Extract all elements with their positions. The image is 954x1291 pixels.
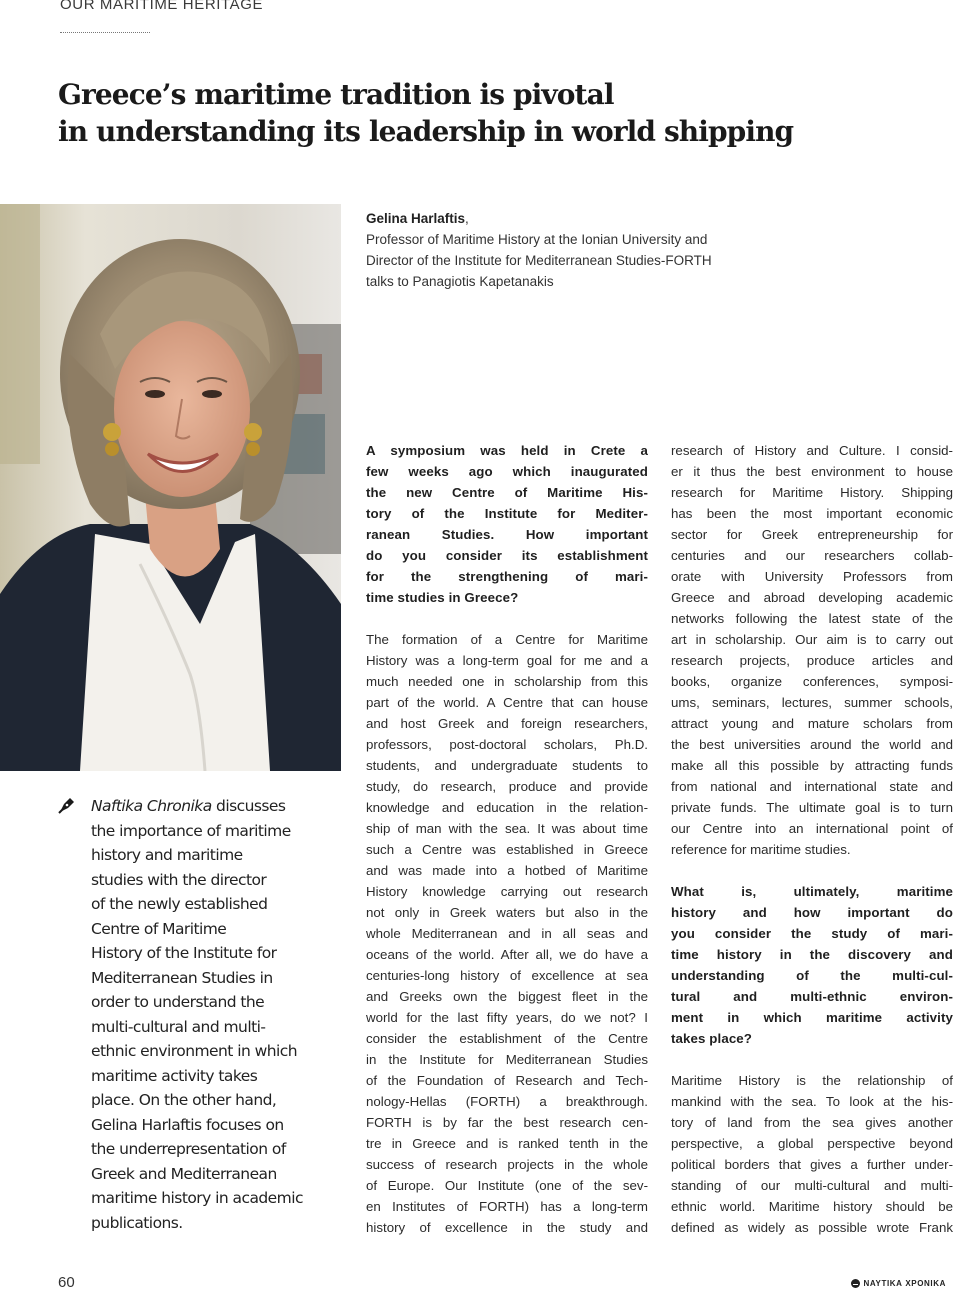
intro-line: of the newly established [91, 895, 268, 913]
answer-line: History knowledge carrying out research [366, 884, 648, 899]
answer-line: research projects, produce articles and [671, 653, 953, 668]
question-line: tural and multi-ethnic environ- [671, 989, 953, 1004]
intro-line: the importance of maritime [91, 821, 291, 840]
brand-name: ΝΑΥΤΙΚΑ ΧΡΟΝΙΚΑ [863, 1279, 946, 1288]
answer-line: orate with University Professors from [671, 569, 953, 584]
intro-lines [91, 819, 341, 1236]
answer-line: make all this possible by attracting funds [671, 758, 953, 773]
answer-line: of the Foundation of Research and Tech- [366, 1073, 648, 1088]
headline-line-1: Greece’s maritime tradition is pivotal [58, 78, 614, 111]
answer-line: Greece and abroad developing academic [671, 590, 953, 605]
answer-line: in the Institute for Mediterranean Studies [366, 1052, 648, 1067]
answer-line: nology-Hellas (FORTH) a breakthrough. [366, 1094, 648, 1109]
intro-line: Mediterranean Studies in [91, 968, 273, 987]
answer-line: Maritime History is the relationship of [671, 1073, 953, 1088]
section-divider [60, 32, 150, 33]
answer-line: art in scholarship. Our aim is to carry out [671, 632, 953, 647]
article-column-1 [366, 440, 648, 1238]
answer-line: sector for Greek entrepreneurship for [671, 527, 953, 542]
answer-line: not only in Greek waters but also in the [366, 905, 648, 920]
question-line: ranean Studies. How important [366, 527, 648, 542]
byline-title-line-2: Director of the Institute for Mediterranean Studies-FORTH [366, 253, 712, 268]
answer-line: from national and international state and [671, 779, 953, 794]
answer-line: success of research projects in the whole [366, 1157, 648, 1172]
answer-line: perspective, a global perspective beyond [671, 1136, 953, 1151]
answer-line: students, and undergraduate students to [366, 758, 648, 773]
question-line: for the strengthening of mari- [366, 569, 648, 584]
question-line: What is, ultimately, maritime [671, 884, 953, 899]
footer-brand [851, 1279, 947, 1288]
answer-1 [366, 629, 648, 1238]
intro-line: maritime activity takes [91, 1066, 258, 1085]
intro-line: order to understand the [91, 993, 265, 1011]
answer-line: private funds. The ultimate goal is to turn [671, 800, 953, 815]
answer-line: tory of land from the sea gives another [671, 1115, 953, 1130]
answer-line: The formation of a Centre for Maritime [366, 632, 648, 647]
question-line: do you consider its establishment [366, 548, 648, 563]
answer-line: consider the establishment of the Centre [366, 1031, 648, 1046]
answer-line: en Institutes of FORTH) has a long-term [366, 1199, 648, 1214]
answer-line: tre in Greece and is ranked tenth in the [366, 1136, 648, 1151]
question-line: you consider the study of mari- [671, 926, 953, 941]
interviewee-name: Gelina Harlaftis [366, 211, 466, 226]
answer-line: ethnic world. Maritime history should be [671, 1199, 953, 1214]
answer-line: part of the world. A Centre that can house [366, 695, 648, 710]
answer-line: reference for maritime studies. [671, 842, 851, 857]
answer-line: such a Centre was established in Greece [366, 842, 648, 857]
question-line: understanding of the multi-cul- [671, 968, 953, 983]
question-line: time history in the discovery and [671, 947, 953, 962]
answer-line: centuries-long history of excellence at sea [366, 968, 648, 983]
intro-line: history and maritime [91, 846, 243, 864]
answer-line: has been the most important economic [671, 506, 953, 521]
question-line: ment in which maritime activity [671, 1010, 953, 1025]
magazine-name: Naftika Chronika [91, 797, 212, 815]
answer-line: standing of our multi-cultural and multi- [671, 1178, 953, 1193]
answer-line: knowledge and education in the relation- [366, 800, 648, 815]
answer-line: defined as widely as possible wrote Frank [671, 1220, 953, 1235]
answer-line: FORTH is by far the best research cen- [366, 1115, 648, 1130]
answer-line: and was made into a hotbed of Maritime [366, 863, 648, 878]
answer-line: centuries and our researchers collab- [671, 548, 953, 563]
pen-nib-icon [56, 794, 78, 816]
byline-comma: , [465, 211, 469, 226]
answer-line: world for the last fifty years, do we not? I [366, 1010, 648, 1025]
answer-line: ship of man with the sea. It was about time [366, 821, 648, 836]
page-number: 60 [58, 1274, 75, 1291]
intro-line: multi-cultural and multi- [91, 1017, 266, 1036]
answer-1-continued [671, 440, 953, 860]
intro-text [91, 794, 341, 1235]
answer-line: research for Maritime History. Shipping [671, 485, 953, 500]
byline-name-line [366, 208, 806, 229]
question-line: the new Centre of Maritime His- [366, 485, 648, 500]
question-line: tory of the Institute for Mediter- [366, 506, 648, 521]
question-line: A symposium was held in Crete a [366, 443, 648, 458]
answer-line: whole Mediterranean and in all seas and [366, 926, 648, 941]
question-line: time studies in Greece? [366, 590, 519, 605]
question-line: history and how important do [671, 905, 953, 920]
answer-2 [671, 1070, 953, 1238]
intro-line: place. On the other hand, [91, 1091, 277, 1109]
intro-line: ethnic environment in which [91, 1042, 298, 1060]
byline-title-line-1: Professor of Maritime History at the Ionian University and [366, 232, 708, 247]
intro-line: Greek and Mediterranean [91, 1164, 277, 1183]
answer-line: mankind with the sea. To look at the his- [671, 1094, 953, 1109]
section-label: OUR MARITIME HERITAGE [60, 0, 264, 13]
portrait-photo [0, 204, 341, 771]
answer-line: of Europe. Our Institute (one of the sev- [366, 1178, 648, 1193]
answer-line: much needed one in scholarship from this [366, 674, 648, 689]
answer-line: attract young and mature scholars from [671, 716, 953, 731]
answer-line: our Centre into an international point of [671, 821, 953, 836]
answer-line: research of History and Culture. I consid- [671, 443, 953, 458]
answer-line: and host Greek and foreign researchers, [366, 716, 648, 731]
answer-line: oceans of the world. After all, we do have a [366, 947, 648, 962]
question-2 [671, 881, 953, 1049]
intro-first-rest: discusses [211, 797, 286, 815]
answer-line: er it thus the best environment to house [671, 464, 953, 479]
headline-line-2: in understanding its leadership in world shipping [58, 115, 794, 148]
intro-line: maritime history in academic [91, 1189, 303, 1207]
question-1 [366, 440, 648, 608]
answer-line: study, do research, produce and provide [366, 779, 648, 794]
intro-line: Gelina Harlaftis focuses on [91, 1115, 284, 1134]
answer-line: ums, seminars, lectures, summer schools, [671, 695, 953, 710]
answer-line: political borders that gives a further under- [671, 1157, 953, 1172]
intro-line: Centre of Maritime [91, 919, 227, 938]
answer-line: books, organize conferences, symposi- [671, 674, 953, 689]
headline [58, 76, 918, 150]
article-column-2 [671, 440, 953, 1238]
byline-credit: talks to Panagiotis Kapetanakis [366, 274, 554, 289]
answer-line: history of excellence in the study and [366, 1220, 648, 1235]
byline [366, 208, 806, 292]
intro-line: History of the Institute for [91, 944, 277, 962]
intro-line-first [91, 794, 341, 819]
answer-line: and Greeks own the biggest fleet in the [366, 989, 648, 1004]
question-line: few weeks ago which inaugurated [366, 464, 648, 479]
question-line: takes place? [671, 1031, 753, 1046]
intro-line: publications. [91, 1213, 183, 1232]
answer-line: the best universities around the world and [671, 737, 953, 752]
intro-line: studies with the director [91, 870, 267, 889]
answer-line: networks following the latest state of the [671, 611, 953, 626]
answer-line: History was a long-term goal for me and a [366, 653, 648, 668]
intro-line: the underrepresentation of [91, 1140, 286, 1158]
globe-logo-icon [851, 1279, 860, 1288]
answer-line: professors, post-doctoral scholars, Ph.D. [366, 737, 648, 752]
